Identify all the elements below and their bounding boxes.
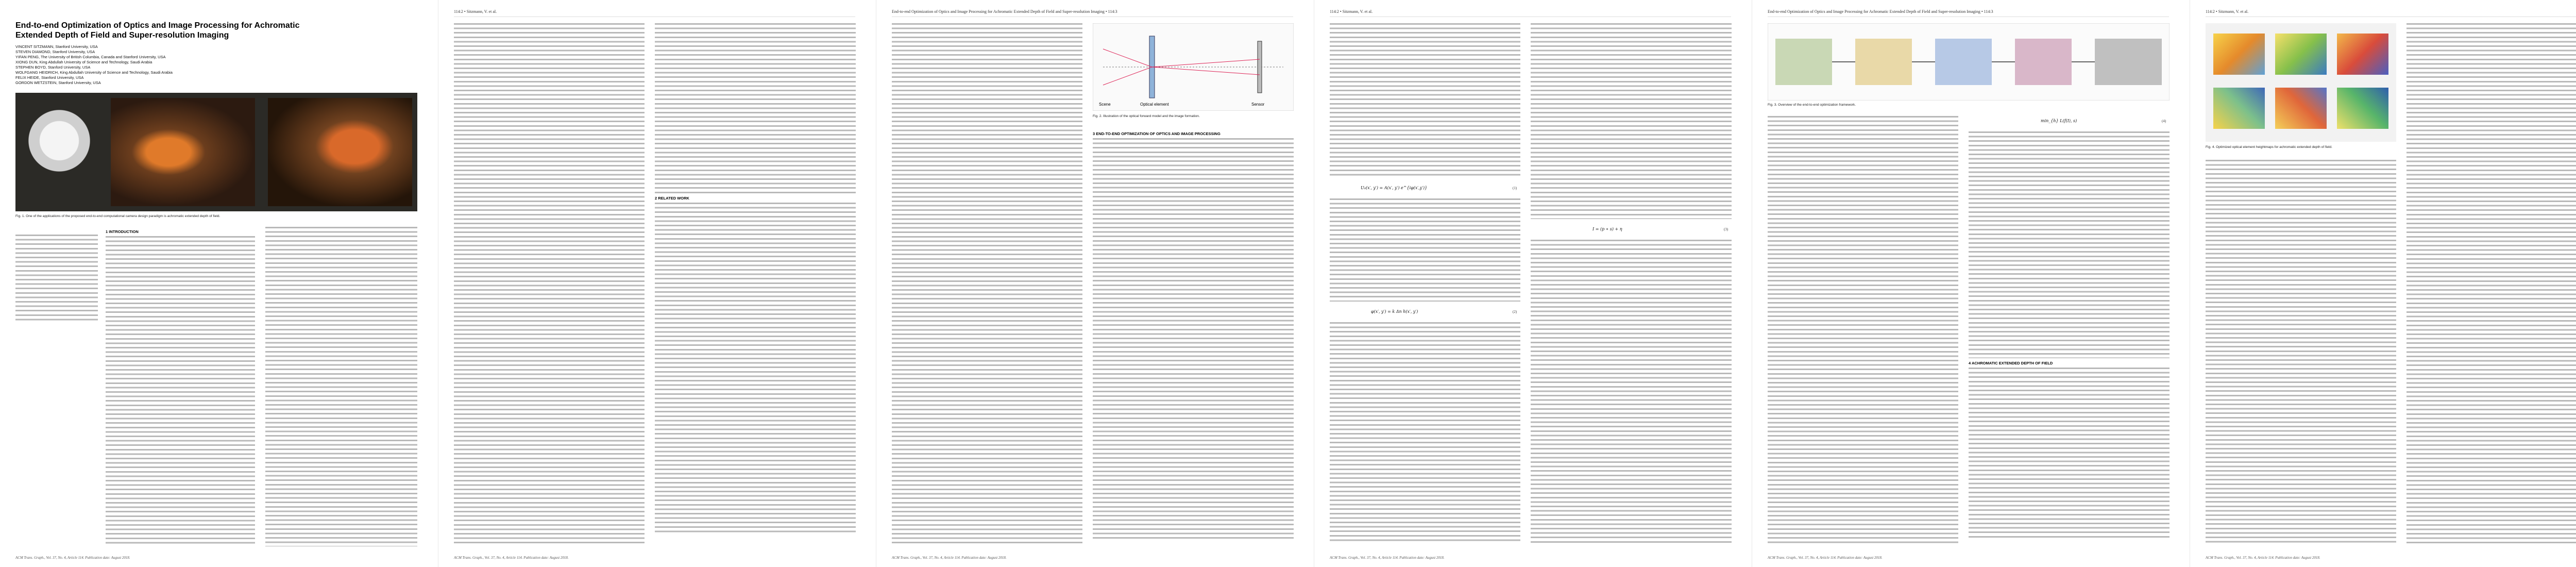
body-text xyxy=(1093,138,1294,540)
running-head xyxy=(1330,9,1731,17)
heightmap xyxy=(2213,88,2265,129)
author-line: STEVEN DIAMOND, Stanford University, USA xyxy=(15,49,95,54)
text-block xyxy=(1531,23,1732,219)
page-4 xyxy=(1314,0,1747,567)
text-block xyxy=(1330,322,1520,544)
running-head xyxy=(454,9,855,17)
page-5 xyxy=(1752,0,2184,567)
author-line: XIONG DUN, King Abdullah University of Science and Technology, Saudi Arabia xyxy=(15,60,152,64)
result-photo-right xyxy=(268,98,412,206)
teaser-figure xyxy=(15,93,417,211)
figure-4-caption: Fig. 4. Optimized optical element heightmaps for achromatic extended depth of field. xyxy=(2206,145,2332,149)
text-block xyxy=(1531,240,1732,544)
figure-2-caption: Fig. 2. Illustration of the optical forward model and the image formation. xyxy=(1093,114,1200,118)
running-head-left: 114:2 • Sitzmann, V. et al. xyxy=(1330,9,1373,14)
text-column-right xyxy=(655,23,856,544)
page-footer: ACM Trans. Graph., Vol. 37, No. 4, Article 114. Publication date: August 2018. xyxy=(2206,556,2320,560)
body-text xyxy=(106,236,255,545)
page-footer: ACM Trans. Graph., Vol. 37, No. 4, Article 114. Publication date: August 2018. xyxy=(1768,556,1883,560)
result-photo-left xyxy=(111,98,255,206)
equation: I = (p ∗ s) + η xyxy=(1592,227,1622,231)
equation-number: (4) xyxy=(2162,119,2166,123)
equation-number: (3) xyxy=(1724,227,1728,231)
section-heading: 1 INTRODUCTION xyxy=(106,229,139,234)
heightmap xyxy=(2275,34,2327,75)
page-2 xyxy=(438,0,871,567)
intro-column xyxy=(106,227,255,546)
equation-number: (2) xyxy=(1513,310,1517,314)
text-column-right xyxy=(1969,131,2170,544)
author-line: STEPHEN BOYD, Stanford University, USA xyxy=(15,65,91,70)
text-column-left xyxy=(2206,160,2396,544)
equation: min_{h} L(f(I), s) xyxy=(2041,119,2077,123)
figure-3-caption: Fig. 3. Overview of the end-to-end optimization framework. xyxy=(1768,103,1856,107)
author-line: YIFAN PENG, The University of British Columbia, Canada and Stanford University, USA xyxy=(15,55,166,59)
equation: U₀(x′, y′) = A(x′, y′) e^{iφ(x′,y′)} xyxy=(1361,186,1428,190)
body-text xyxy=(1969,368,2170,538)
framework-diagram xyxy=(1768,23,2170,101)
text-column-left xyxy=(454,23,645,544)
body-text xyxy=(1969,131,2170,358)
author-line: FELIX HEIDE, Stanford University, USA xyxy=(15,75,84,80)
lens-photo xyxy=(21,108,98,180)
author-line: WOLFGANG HEIDRICH, King Abdullah University of Science and Technology, Saudi Arabia xyxy=(15,70,173,75)
text-block xyxy=(1330,198,1520,302)
page-6 xyxy=(2190,0,2576,567)
running-head-right: End-to-end Optimization of Optics and Image Processing for Achromatic Extended Depth of Field and Super-resolution Imaging • 114:3 xyxy=(892,9,1117,14)
page-footer: ACM Trans. Graph., Vol. 37, No. 4, Article 114. Publication date: August 2018. xyxy=(1330,556,1445,560)
author-list xyxy=(15,44,366,86)
section-heading: 4 ACHROMATIC EXTENDED DEPTH OF FIELD xyxy=(1969,361,2053,365)
figure-1-caption: Fig. 1. One of the applications of the proposed end-to-end computational camera design paradigm is achromatic extended depth of field. xyxy=(15,214,221,218)
heightmap xyxy=(2337,88,2388,129)
running-head-left: 114:2 • Sitzmann, V. et al. xyxy=(454,9,497,14)
text-column-right xyxy=(2406,23,2576,544)
intro-column-2 xyxy=(265,227,417,546)
text-column-right xyxy=(1093,129,1294,544)
heightmap xyxy=(2337,34,2388,75)
page-3 xyxy=(876,0,1309,567)
heightmap xyxy=(2275,88,2327,129)
equation-number: (1) xyxy=(1513,186,1517,190)
abstract-text xyxy=(15,235,98,322)
text-block xyxy=(1330,23,1520,178)
author-line: GORDON WETZSTEIN, Stanford University, USA xyxy=(15,80,101,85)
heightmap xyxy=(2213,34,2265,75)
section-heading: 3 END-TO-END OPTIMIZATION OF OPTICS AND IMAGE PROCESSING xyxy=(1093,131,1221,136)
text-column-left xyxy=(1768,116,1958,544)
author-line: VINCENT SITZMANN, Stanford University, USA xyxy=(15,44,98,49)
body-text xyxy=(655,203,856,532)
running-head xyxy=(1768,9,2169,17)
page-1 xyxy=(0,0,433,567)
diagram-label: Sensor xyxy=(1251,102,1265,107)
page-footer: ACM Trans. Graph., Vol. 37, No. 4, Article 114. Publication date: August 2018. xyxy=(892,556,1007,560)
optical-model-diagram xyxy=(1093,23,1294,111)
running-head-right: End-to-end Optimization of Optics and Image Processing for Achromatic Extended Depth of Field and Super-resolution Imaging • 114:3 xyxy=(1768,9,1993,14)
diagram-label: Optical element xyxy=(1140,102,1169,107)
paper-title: End-to-end Optimization of Optics and Image Processing for Achromatic Extended Depth of Field and Super-resolution Imaging xyxy=(15,21,300,40)
running-head-left: 114:2 • Sitzmann, V. et al. xyxy=(2206,9,2249,14)
section-heading: 2 RELATED WORK xyxy=(655,196,689,201)
running-head xyxy=(892,9,1293,17)
running-head xyxy=(2206,9,2576,17)
body-text xyxy=(655,23,856,193)
diagram-label: Scene xyxy=(1099,102,1111,107)
page-footer: ACM Trans. Graph., Vol. 37, No. 4, Article 114. Publication date: August 2018. xyxy=(15,556,130,560)
equation: φ(x′, y′) = k Δn h(x′, y′) xyxy=(1371,309,1418,314)
heightmap-figure xyxy=(2206,23,2396,142)
page-footer: ACM Trans. Graph., Vol. 37, No. 4, Article 114. Publication date: August 2018. xyxy=(454,556,569,560)
text-column-left xyxy=(892,23,1082,544)
